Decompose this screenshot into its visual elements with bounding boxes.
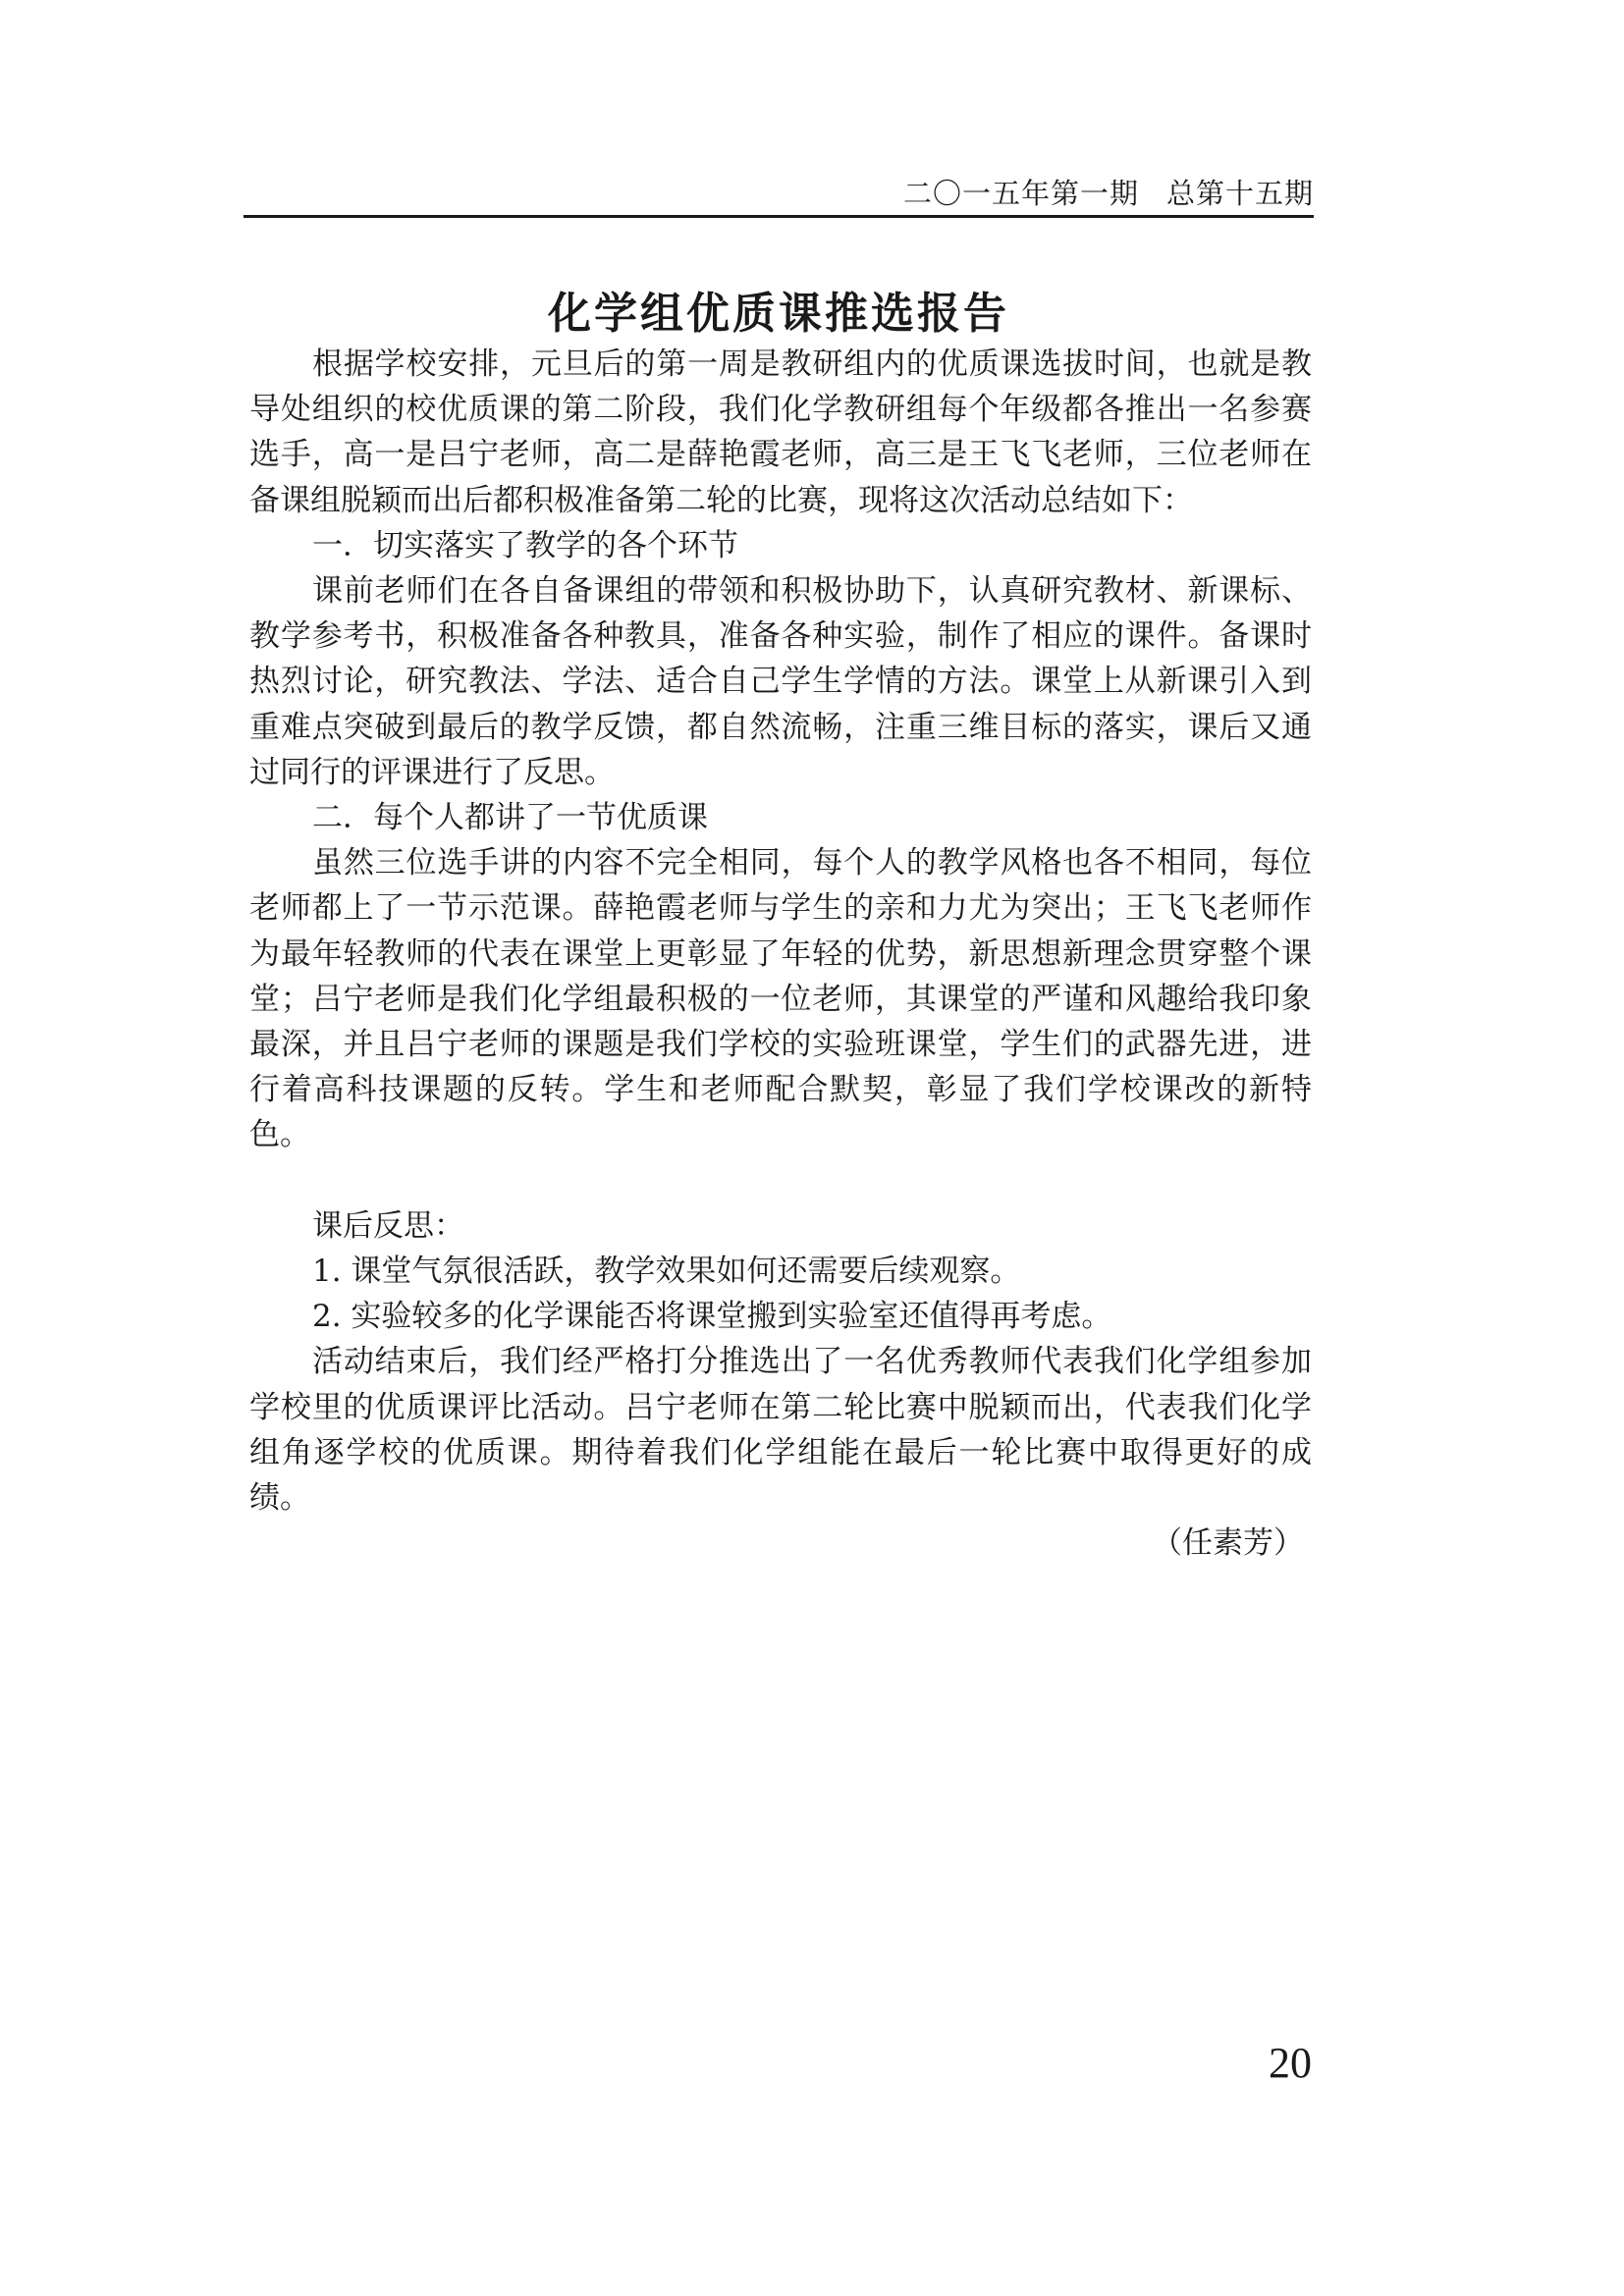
section-paragraph-2: 虽然三位选手讲的内容不完全相同，每个人的教学风格也各不相同，每位老师都上了一节示范课。薛艳霞老师与学生的亲和力尤为突出；王飞飞老师作为最年轻教师的代表在课堂上更彰显了年轻的优势，新思想新理念贯穿整个课堂；吕宁老师是我们化学组最积极的一位老师，其课堂的严谨和风趣给我印象最深，并且吕宁老师的课题是我们学校的实验班课堂，学生们的武器先进，进行着高科技课题的反转。学生和老师配合默契，彰显了我们学校课改的新特色。 (249, 845, 1312, 1153)
page-number: 20 (1269, 2039, 1312, 2087)
intro-paragraph: 根据学校安排，元旦后的第一周是教研组内的优质课选拔时间，也就是教导处组织的校优质课的第二阶段，我们化学教研组每个年级都各推出一名参赛选手，高一是吕宁老师，高二是薛艳霞老师，高三是王飞飞老师，三位老师在备课组脱颖而出后都积极准备第二轮的比赛，现将这次活动总结如下： (249, 347, 1312, 518)
reflection-heading: 课后反思： (312, 1207, 464, 1244)
article-body (249, 342, 1312, 1566)
section-paragraph-1: 课前老师们在各自备课组的带领和积极协助下，认真研究教材、新课标、教学参考书，积极准备各种教具，准备各种实验，制作了相应的课件。备课时热烈讨论，研究教法、学法、适合自己学生学情的方法。课堂上从新课引入到重难点突破到最后的教学反馈，都自然流畅，注重三维目标的落实，课后又通过同行的评课进行了反思。 (249, 573, 1312, 790)
closing-paragraph: 活动结束后，我们经严格打分推选出了一名优秀教师代表我们化学组参加学校里的优质课评比活动。吕宁老师在第二轮比赛中脱颖而出，代表我们化学组角逐学校的优质课。期待着我们化学组能在最后一轮比赛中取得更好的成绩。 (249, 1344, 1312, 1517)
section-heading-1: 一．切实落实了教学的各个环节 (312, 527, 738, 563)
article-title: 化学组优质课推选报告 (548, 289, 1009, 340)
reflection-item-2: 2. 实验较多的化学课能否将课堂搬到实验室还值得再考虑。 (312, 1299, 1112, 1335)
paragraph-gap (249, 1158, 1312, 1203)
reflection-item-1: 1. 课堂气氛很活跃，教学效果如何还需要后续观察。 (312, 1254, 1021, 1290)
header-rule (244, 215, 1314, 218)
section-heading-2: 二．每个人都讲了一节优质课 (312, 800, 708, 836)
author-signature: （任素芳） (1152, 1525, 1304, 1562)
header-date: 二〇一五年第一期 (902, 177, 1139, 210)
header-issue: 总第十五期 (1165, 177, 1314, 210)
running-header (244, 171, 1314, 216)
